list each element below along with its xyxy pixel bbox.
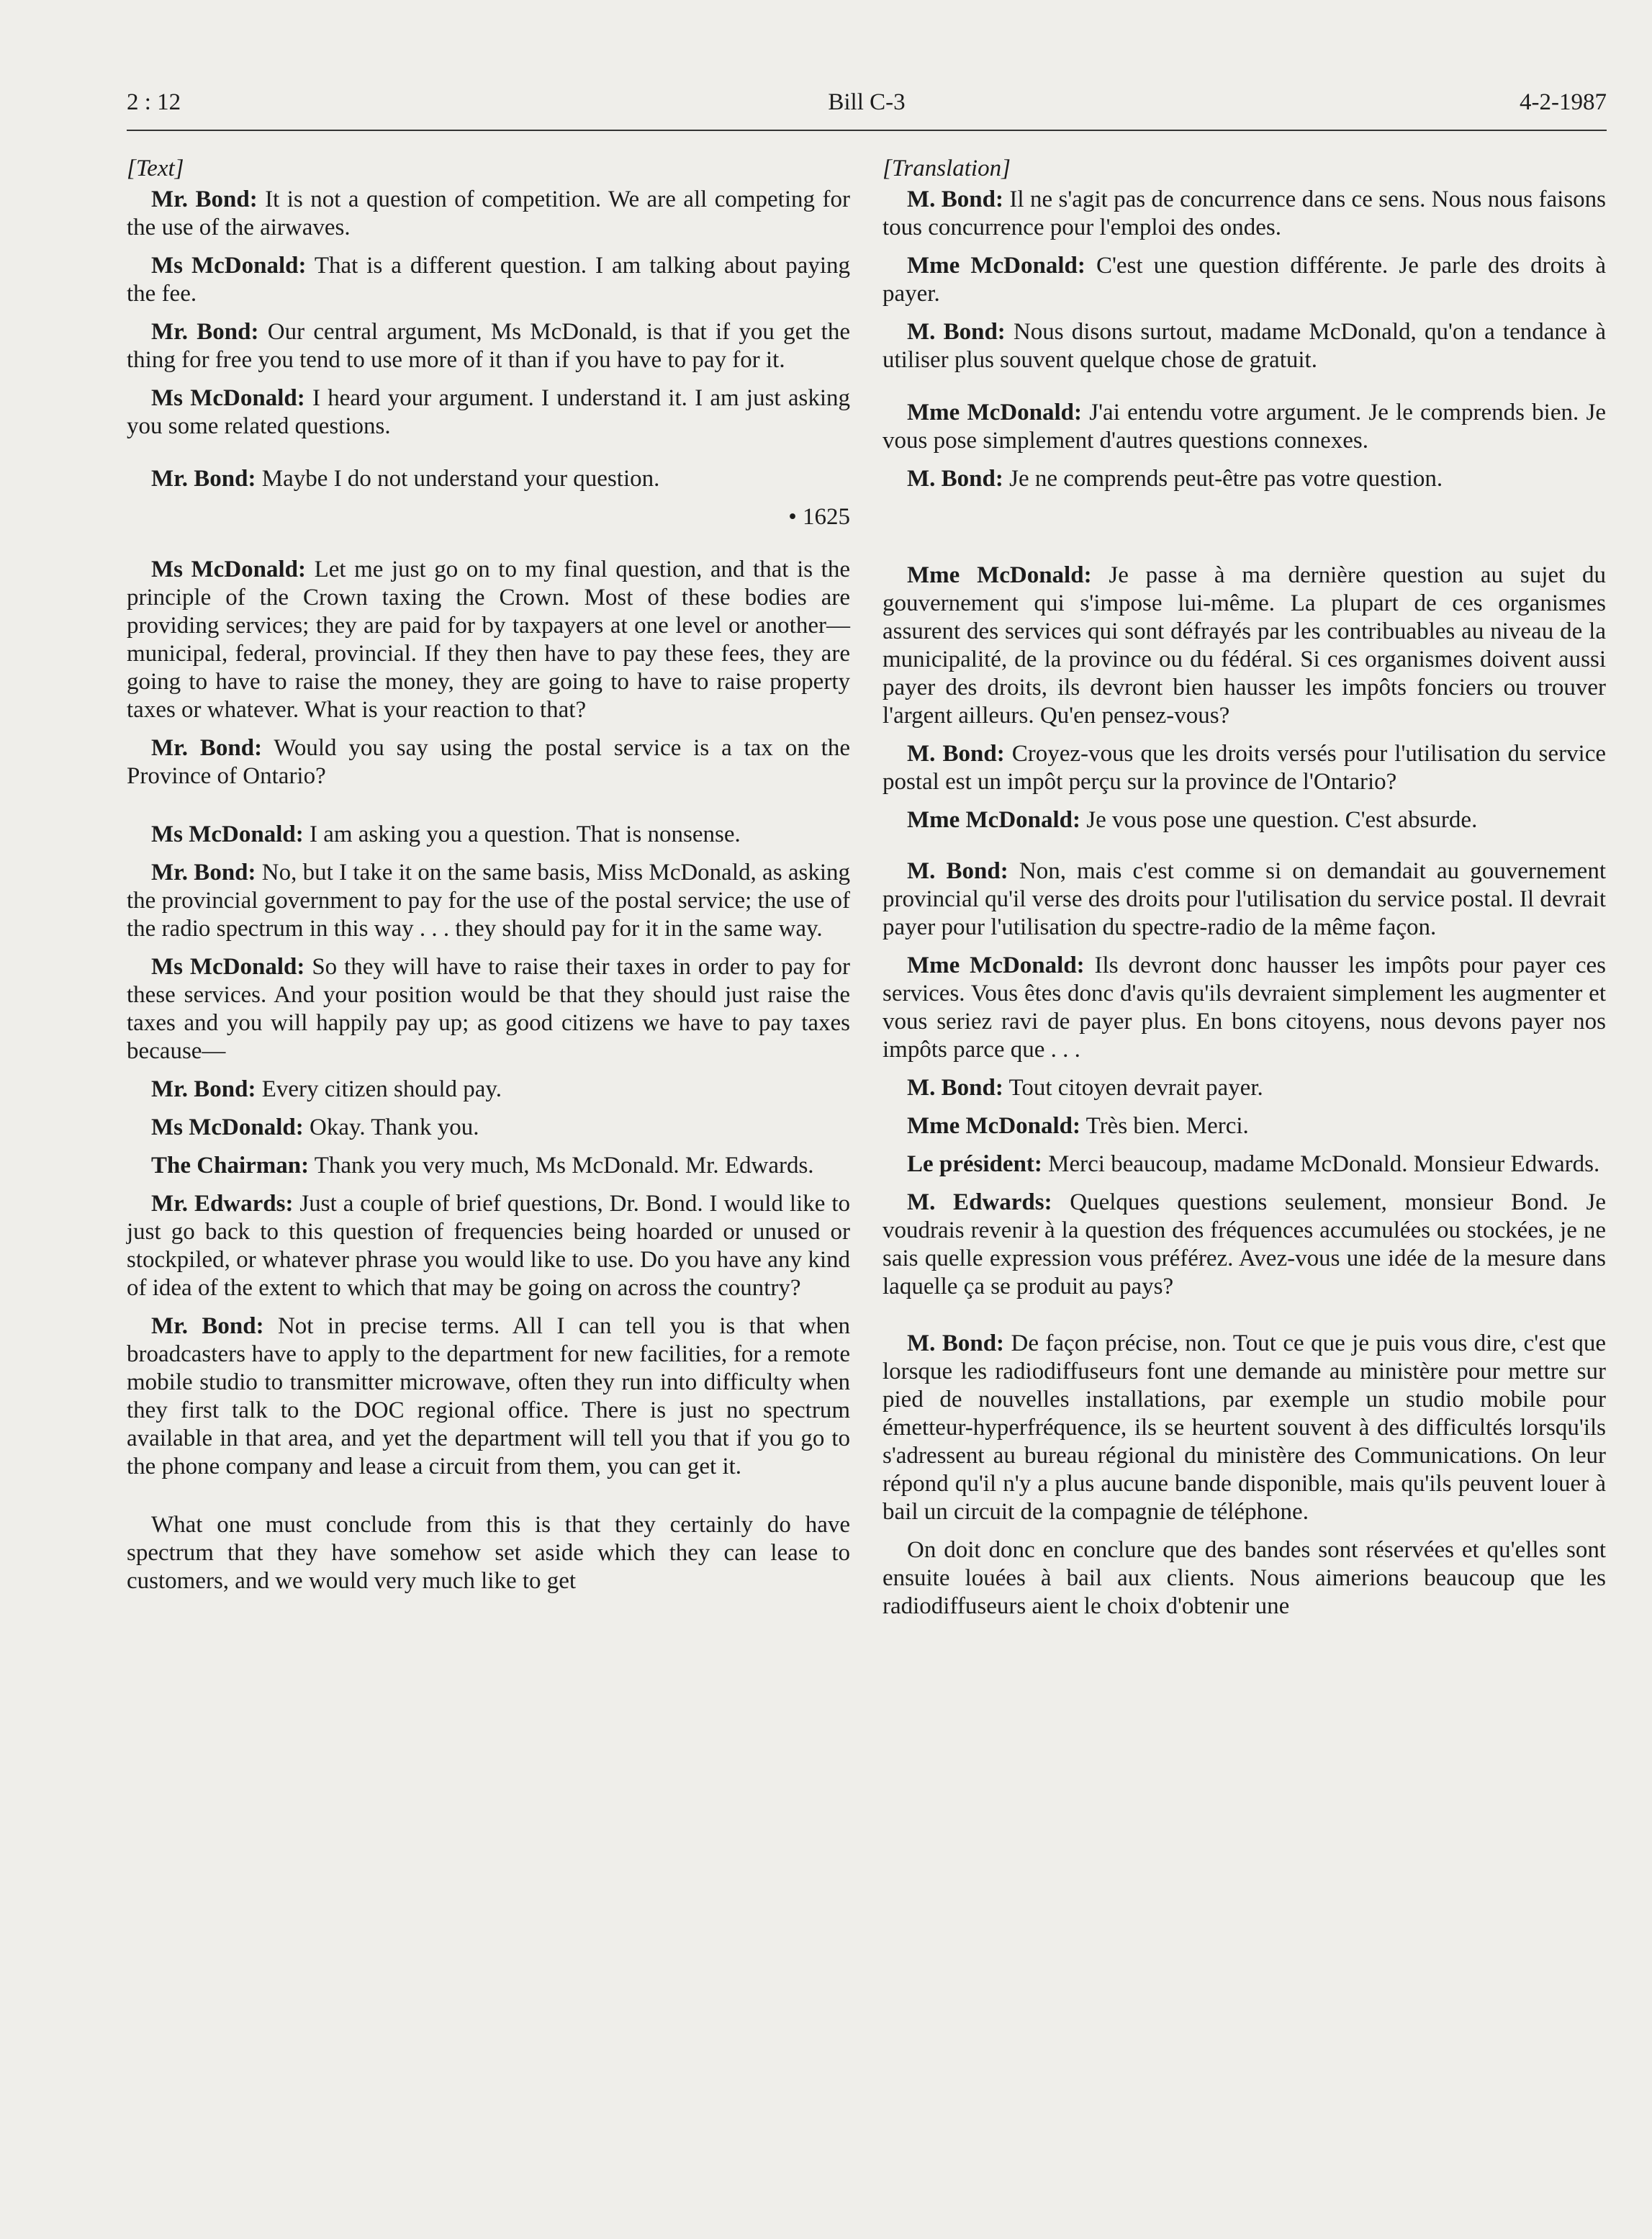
speech-text: It is not a question of competition. We are all competing for the use of the airwaves. xyxy=(127,186,850,240)
speaker-name: Mme McDonald: xyxy=(907,952,1085,978)
transcript-paragraph xyxy=(127,1152,850,1180)
transcript-paragraph xyxy=(883,252,1606,308)
transcript-paragraph: What one must conclude from this is that they certainly do have spectrum that they have somehow set aside which they can lease to customers, and we would very much like to get xyxy=(127,1512,850,1594)
speech-text: Would you say using the postal service is a tax on the Province of Ontario? xyxy=(127,735,850,789)
page-title: Bill C-3 xyxy=(828,89,906,115)
transcript-paragraph xyxy=(883,1189,1606,1301)
speech-text: I am asking you a question. That is nonsense. xyxy=(303,821,741,847)
transcript-paragraph xyxy=(127,859,850,943)
page-header xyxy=(127,86,1607,131)
transcript-paragraph xyxy=(883,952,1606,1064)
french-column xyxy=(883,155,1606,1631)
speaker-name: Mr. Bond: xyxy=(151,860,256,886)
speech-text: Croyez-vous que les droits versés pour l'utilisation du service postal est un impôt perçu sur la province de l'Ontario? xyxy=(883,741,1606,795)
speech-text: Merci beaucoup, madame McDonald. Monsieur Edwards. xyxy=(1042,1151,1600,1177)
transcript-paragraph xyxy=(127,556,850,724)
page-date: 4-2-1987 xyxy=(1520,89,1607,115)
speaker-name: M. Bond: xyxy=(907,1330,1005,1356)
transcript-paragraph xyxy=(127,252,850,308)
transcript-paragraph xyxy=(127,1114,850,1142)
transcript-paragraph: On doit donc en conclure que des bandes sont réservées et qu'elles sont ensuite louées à bail aux clients. Nous aimerions beaucoup que les radiodiffuseurs aient le choix d'obtenir une xyxy=(883,1537,1606,1619)
speaker-name: M. Edwards: xyxy=(907,1189,1052,1215)
speaker-name: Ms McDonald: xyxy=(151,557,307,582)
speech-text: That is a different question. I am talking about paying the fee. xyxy=(127,253,850,307)
speaker-name: M. Bond: xyxy=(907,466,1003,492)
speaker-name: Mr. Edwards: xyxy=(151,1191,294,1217)
speaker-name: M. Bond: xyxy=(907,858,1008,884)
transcript-paragraph xyxy=(883,1330,1606,1526)
speaker-name: M. Bond: xyxy=(907,186,1003,212)
speaker-name: Ms McDonald: xyxy=(151,821,304,847)
transcript-paragraph xyxy=(127,465,850,493)
speaker-name: Ms McDonald: xyxy=(151,385,305,411)
speaker-name: Mr. Bond: xyxy=(151,466,256,492)
speech-text: J'ai entendu votre argument. Je le comprends bien. Je vous pose simplement d'autres questions connexes. xyxy=(883,400,1606,454)
speech-text: Thank you very much, Ms McDonald. Mr. Edwards. xyxy=(309,1153,814,1179)
transcript-paragraph xyxy=(127,318,850,374)
speech-text: De façon précise, non. Tout ce que je puis vous dire, c'est que lorsque les radiodiffuseurs font une demande au ministère pour mettre sur pied de nouvelles installations, par exemple un studio mobile pour émetteur-hyperfréquence, ils se heurtent souvent à des difficultés lorsqu'ils s'adressent au bureau régional du ministère des Communications. On leur répond qu'il n'y a plus aucune bande disponible, mais qu'ils peuvent louer à bail un circuit de la compagnie de téléphone. xyxy=(883,1330,1606,1525)
transcript-paragraph xyxy=(127,1312,850,1481)
page-number: 2 : 12 xyxy=(127,89,181,115)
time-marker: • 1625 xyxy=(788,504,850,530)
speaker-name: M. Bond: xyxy=(907,1075,1003,1101)
transcript-paragraph xyxy=(127,821,850,849)
speech-text: Ils devront donc hausser les impôts pour payer ces services. Vous êtes donc d'avis qu'ils devraient simplement les augmenter et vous seriez ravi de payer plus. En bons citoyens, nous devons payer nos impôts parce que . . . xyxy=(883,952,1606,1063)
speaker-name: Ms McDonald: xyxy=(151,253,307,279)
speaker-name: The Chairman: xyxy=(151,1153,310,1179)
transcript-paragraph xyxy=(127,734,850,790)
speech-text: Je vous pose une question. C'est absurde. xyxy=(1080,807,1478,833)
speech-text: Quelques questions seulement, monsieur Bond. Je voudrais revenir à la question des fréquences accumulées ou stockées, je ne sais quelle expression vous préférez. Avez-vous une idée de la mesure dans laquelle ça se produit au pays? xyxy=(883,1189,1606,1299)
speech-text: Non, mais c'est comme si on demandait au gouvernement provincial qu'il verse des droits pour l'utilisation du service postal. Il devrait payer pour l'utilisation du spectre-radio de la même façon. xyxy=(883,858,1606,940)
transcript-paragraph xyxy=(883,857,1606,942)
speaker-name: Mme McDonald: xyxy=(907,1113,1081,1139)
transcript-paragraph xyxy=(127,1076,850,1104)
speaker-name: Mme McDonald: xyxy=(907,807,1081,833)
speech-text: Nous disons surtout, madame McDonald, qu'on a tendance à utiliser plus souvent quelque chose de gratuit. xyxy=(883,319,1606,373)
transcript-paragraph xyxy=(127,186,850,242)
transcript-paragraph xyxy=(883,806,1606,834)
transcript-paragraph xyxy=(127,1190,850,1302)
speaker-name: Mme McDonald: xyxy=(907,253,1085,279)
transcript-paragraph xyxy=(127,953,850,1066)
speech-text: Not in precise terms. All I can tell you is that when broadcasters have to apply to the department for new facilities, for a remote mobile studio to transmitter microwave, often they run into difficulty when they first talk to the DOC regional office. There is just no spectrum available in that area, and yet the department will tell you that if you go to the phone company and lease a circuit from them, you can get it. xyxy=(127,1313,850,1479)
speech-text: Maybe I do not understand your question. xyxy=(256,466,660,492)
speech-text: Très bien. Merci. xyxy=(1080,1113,1249,1139)
speech-text: So they will have to raise their taxes in order to pay for these services. And your position would be that they should just raise the taxes and you will happily pay up; as good citizens we have to pay taxes because— xyxy=(127,954,850,1064)
transcript-paragraph xyxy=(883,186,1606,242)
transcript-paragraph xyxy=(883,740,1606,796)
speech-text: C'est une question différente. Je parle des droits à payer. xyxy=(883,253,1606,307)
english-column xyxy=(127,155,850,1605)
speaker-name: M. Bond: xyxy=(907,319,1006,345)
speech-text: Let me just go on to my final question, and that is the principle of the Crown taxing the Crown. Most of these bodies are providing services; they are paid for by taxpayers at one level or another—municipal, federal, provincial. If they then have to pay these fees, they are going to have to raise the money, they are going to have to raise property taxes or whatever. What is your reaction to that? xyxy=(127,557,850,723)
speaker-name: Mr. Bond: xyxy=(151,1313,264,1339)
transcript-paragraph xyxy=(883,465,1606,493)
speaker-name: Ms McDonald: xyxy=(151,1114,304,1140)
speech-text: Je passe à ma dernière question au sujet du gouvernement qui s'impose lui-même. La plupart de ces organismes assurent des services qui sont défrayés par les contribuables au niveau de la municipalité, de la province ou du fédéral. Si ces organismes doivent aussi payer des droits, ils devront bien hausser les impôts fonciers ou trouver l'argent ailleurs. Qu'en pensez-vous? xyxy=(883,562,1606,729)
speech-text: Tout citoyen devrait payer. xyxy=(1003,1075,1263,1101)
transcript-paragraph xyxy=(883,1112,1606,1140)
section-label: [Text] xyxy=(127,156,184,181)
speaker-name: Le président: xyxy=(907,1151,1042,1177)
speaker-name: Mme McDonald: xyxy=(907,562,1092,588)
transcript-paragraph xyxy=(127,384,850,441)
transcript-paragraph xyxy=(883,318,1606,374)
speaker-name: Ms McDonald: xyxy=(151,954,305,980)
section-label: [Translation] xyxy=(883,156,1011,181)
speech-text: Il ne s'agit pas de concurrence dans ce sens. Nous nous faisons tous concurrence pour l'emploi des ondes. xyxy=(883,186,1606,240)
speaker-name: M. Bond: xyxy=(907,741,1005,767)
speaker-name: Mr. Bond: xyxy=(151,1076,256,1102)
speaker-name: Mr. Bond: xyxy=(151,735,263,761)
transcript-paragraph xyxy=(883,1074,1606,1102)
speech-text: Our central argument, Ms McDonald, is that if you get the thing for free you tend to use more of it than if you have to pay for it. xyxy=(127,319,850,373)
transcript-paragraph xyxy=(883,562,1606,730)
transcript-paragraph xyxy=(883,399,1606,455)
speech-text: Every citizen should pay. xyxy=(256,1076,502,1102)
speech-text: Je ne comprends peut-être pas votre question. xyxy=(1003,466,1443,492)
speech-text: Okay. Thank you. xyxy=(303,1114,479,1140)
speech-text: I heard your argument. I understand it. I am just asking you some related questions. xyxy=(127,385,850,439)
speaker-name: Mr. Bond: xyxy=(151,319,259,345)
speaker-name: Mr. Bond: xyxy=(151,186,258,212)
speech-text: Just a couple of brief questions, Dr. Bond. I would like to just go back to this question of frequencies being hoarded or unused or stockpiled, or whatever phrase you would like to use. Do you have any kind of idea of the extent to which that may be going on across the country? xyxy=(127,1191,850,1301)
speaker-name: Mme McDonald: xyxy=(907,400,1083,425)
speech-text: No, but I take it on the same basis, Miss McDonald, as asking the provincial government to pay for the use of the postal service; the use of the radio spectrum in this way . . . they should pay for it in the same way. xyxy=(127,860,850,942)
transcript-paragraph xyxy=(883,1150,1606,1179)
